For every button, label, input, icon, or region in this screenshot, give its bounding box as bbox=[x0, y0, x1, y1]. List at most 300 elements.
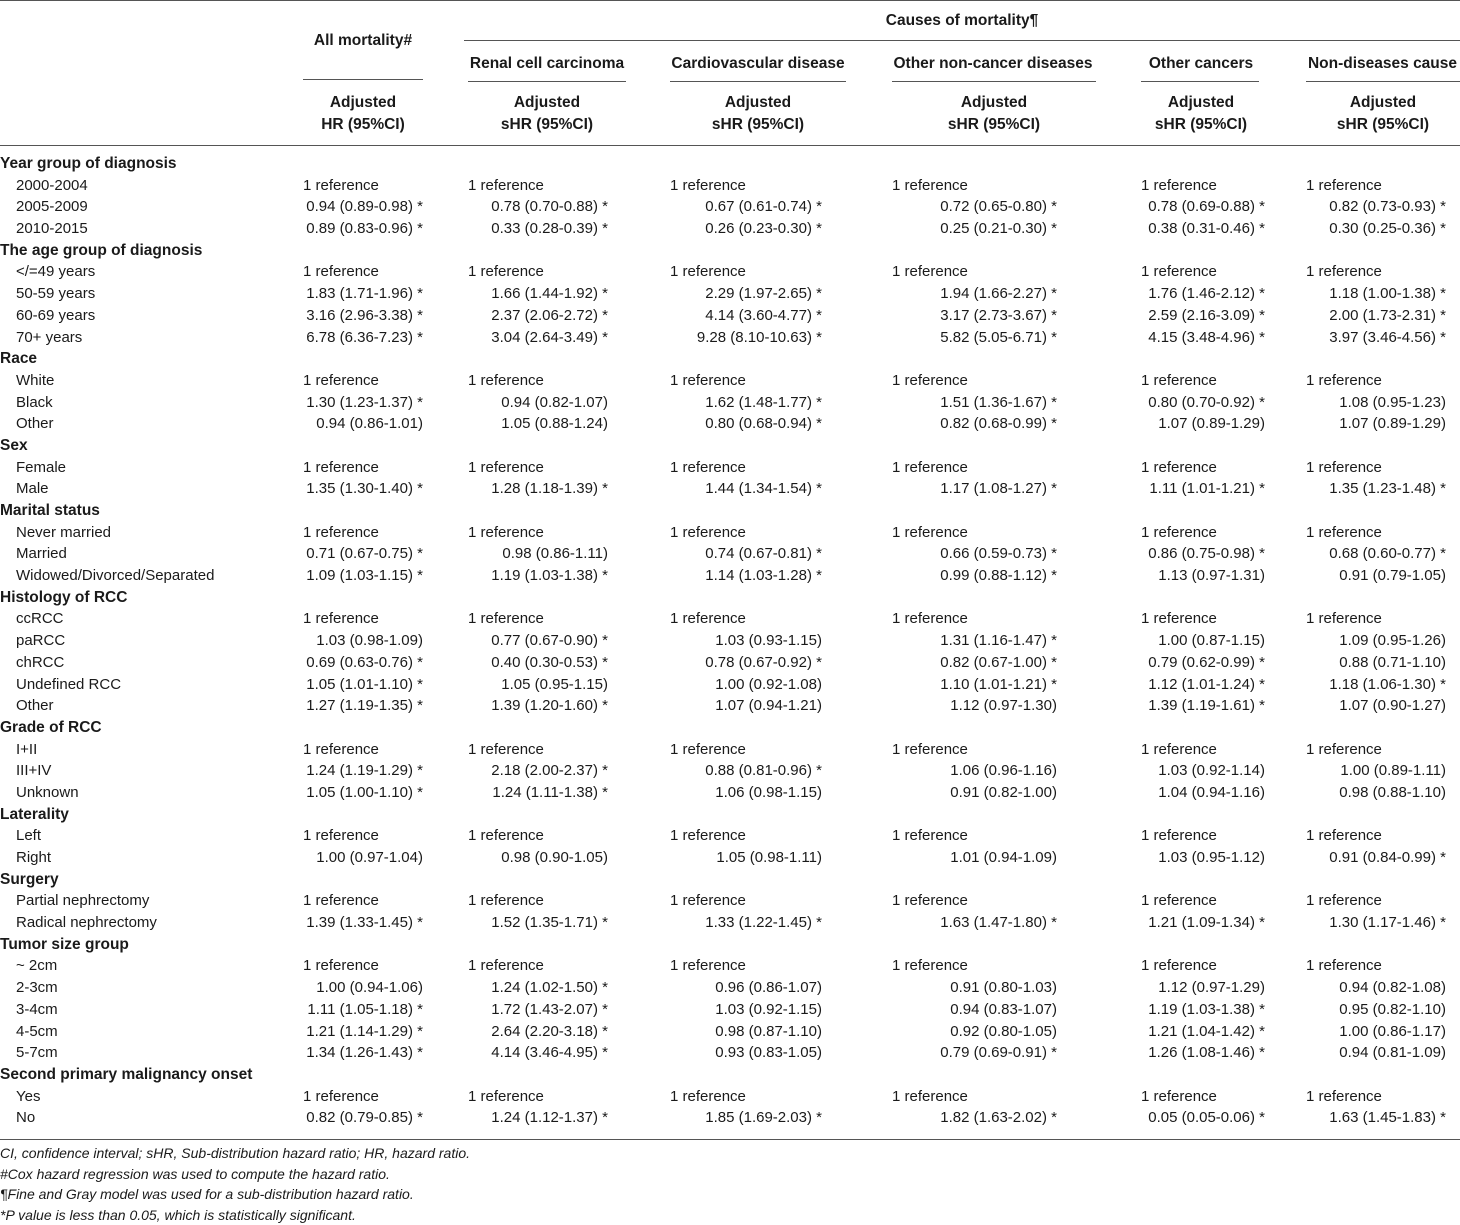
table-row bbox=[0, 565, 1460, 587]
table-row bbox=[0, 327, 1460, 349]
table-cell: 1.44 (1.34-1.54) * bbox=[670, 478, 822, 500]
table-cell: 3.17 (2.73-3.67) * bbox=[892, 305, 1057, 327]
table-cell: 0.94 (0.89-0.98) * bbox=[303, 196, 423, 218]
footnote: CI, confidence interval; sHR, Sub-distribution hazard ratio; HR, hazard ratio. bbox=[0, 1143, 470, 1164]
table-cell: 1 reference bbox=[892, 370, 968, 392]
table-cell: 0.80 (0.68-0.94) * bbox=[670, 413, 822, 435]
row-label: Other bbox=[16, 413, 54, 435]
table-cell: 1 reference bbox=[670, 522, 746, 544]
table-cell: 1 reference bbox=[1306, 825, 1382, 847]
table-cell: 1.12 (1.01-1.24) * bbox=[1141, 674, 1265, 696]
table-cell: 1.07 (0.94-1.21) bbox=[670, 695, 822, 717]
header-col-cardio-rule bbox=[670, 81, 846, 82]
subheader-col3: Adjusted sHR (95%CI) bbox=[892, 92, 1096, 136]
subheader-col2: Adjusted sHR (95%CI) bbox=[670, 92, 846, 136]
table-cell: 1 reference bbox=[892, 739, 968, 761]
table-cell: 1.11 (1.01-1.21) * bbox=[1141, 478, 1265, 500]
table-row bbox=[0, 1086, 1460, 1108]
table-cell: 1 reference bbox=[1141, 457, 1217, 479]
header-causes-of-mortality: Causes of mortality¶ bbox=[464, 10, 1460, 31]
table-cell: 1.63 (1.47-1.80) * bbox=[892, 912, 1057, 934]
table-cell: 1.05 (0.95-1.15) bbox=[468, 674, 608, 696]
table-cell: 1 reference bbox=[468, 1086, 544, 1108]
table-cell: 0.79 (0.69-0.91) * bbox=[892, 1042, 1057, 1064]
table-cell: 0.94 (0.81-1.09) bbox=[1306, 1042, 1446, 1064]
table-cell: 0.89 (0.83-0.96) * bbox=[303, 218, 423, 240]
table-cell: 1 reference bbox=[468, 370, 544, 392]
row-label: 5-7cm bbox=[16, 1042, 58, 1064]
footnote: #Cox hazard regression was used to compute the hazard ratio. bbox=[0, 1164, 470, 1185]
table-cell: 1 reference bbox=[892, 1086, 968, 1108]
header-all-mortality-rule bbox=[303, 79, 423, 80]
table-row bbox=[0, 1107, 1460, 1129]
header-all-mortality: All mortality# bbox=[303, 30, 423, 51]
table-cell: 1 reference bbox=[303, 1086, 379, 1108]
table-cell: 1.12 (0.97-1.30) bbox=[892, 695, 1057, 717]
table-cell: 1.63 (1.45-1.83) * bbox=[1306, 1107, 1446, 1129]
table-cell: 9.28 (8.10-10.63) * bbox=[670, 327, 822, 349]
table-cell: 1.00 (0.87-1.15) bbox=[1141, 630, 1265, 652]
table-cell: 0.38 (0.31-0.46) * bbox=[1141, 218, 1265, 240]
table-cell: 2.37 (2.06-2.72) * bbox=[468, 305, 608, 327]
table-cell: 1 reference bbox=[670, 1086, 746, 1108]
table-cell: 1.13 (0.97-1.31) bbox=[1141, 565, 1265, 587]
table-cell: 1.03 (0.95-1.12) bbox=[1141, 847, 1265, 869]
row-label: Left bbox=[16, 825, 41, 847]
row-label: Black bbox=[16, 392, 53, 414]
table-cell: 1 reference bbox=[1306, 1086, 1382, 1108]
table-cell: 1 reference bbox=[468, 522, 544, 544]
table-cell: 0.94 (0.83-1.07) bbox=[892, 999, 1057, 1021]
table-cell: 0.80 (0.70-0.92) * bbox=[1141, 392, 1265, 414]
table-cell: 1 reference bbox=[670, 955, 746, 977]
table-cell: 0.98 (0.88-1.10) bbox=[1306, 782, 1446, 804]
footnote: ¶Fine and Gray model was used for a sub-distribution hazard ratio. bbox=[0, 1184, 470, 1205]
table-cell: 1.51 (1.36-1.67) * bbox=[892, 392, 1057, 414]
table-cell: 1.00 (0.89-1.11) bbox=[1306, 760, 1446, 782]
group-label: Second primary malignancy onset bbox=[0, 1064, 252, 1086]
table-cell: 1 reference bbox=[670, 739, 746, 761]
table-cell: 1.21 (1.14-1.29) * bbox=[303, 1021, 423, 1043]
header-col-renal: Renal cell carcinoma bbox=[466, 53, 628, 74]
group-label: Marital status bbox=[0, 500, 100, 522]
table-row bbox=[0, 847, 1460, 869]
table-cell: 1 reference bbox=[1306, 608, 1382, 630]
table-cell: 1.26 (1.08-1.46) * bbox=[1141, 1042, 1265, 1064]
table-cell: 1.39 (1.20-1.60) * bbox=[468, 695, 608, 717]
table-cell: 1 reference bbox=[892, 457, 968, 479]
subheader-col1: Adjusted sHR (95%CI) bbox=[468, 92, 626, 136]
row-label: 2000-2004 bbox=[16, 175, 88, 197]
table-row bbox=[0, 652, 1460, 674]
row-label: </=49 years bbox=[16, 261, 95, 283]
table-cell: 0.88 (0.81-0.96) * bbox=[670, 760, 822, 782]
table-cell: 0.91 (0.82-1.00) bbox=[892, 782, 1057, 804]
row-label: Unknown bbox=[16, 782, 79, 804]
table-cell: 1 reference bbox=[1141, 370, 1217, 392]
table-cell: 0.91 (0.80-1.03) bbox=[892, 977, 1057, 999]
row-label: ccRCC bbox=[16, 608, 64, 630]
table-cell: 1 reference bbox=[670, 370, 746, 392]
table-cell: 0.77 (0.67-0.90) * bbox=[468, 630, 608, 652]
header-col-other-cancers: Other cancers bbox=[1141, 53, 1261, 74]
row-label: III+IV bbox=[16, 760, 51, 782]
table-cell: 0.30 (0.25-0.36) * bbox=[1306, 218, 1446, 240]
table-body bbox=[0, 153, 1460, 1129]
table-cell: 1 reference bbox=[1141, 608, 1217, 630]
header-col-nondisease-rule bbox=[1306, 81, 1460, 82]
table-cell: 1 reference bbox=[303, 370, 379, 392]
table-cell: 0.66 (0.59-0.73) * bbox=[892, 543, 1057, 565]
row-label: Right bbox=[16, 847, 51, 869]
table-cell: 0.78 (0.69-0.88) * bbox=[1141, 196, 1265, 218]
table-row bbox=[0, 782, 1460, 804]
table-cell: 1 reference bbox=[468, 608, 544, 630]
table-group-header bbox=[0, 240, 1460, 262]
table-cell: 1.18 (1.06-1.30) * bbox=[1306, 674, 1446, 696]
table-cell: 1.72 (1.43-2.07) * bbox=[468, 999, 608, 1021]
table-cell: 6.78 (6.36-7.23) * bbox=[303, 327, 423, 349]
table-cell: 1.35 (1.23-1.48) * bbox=[1306, 478, 1446, 500]
table-cell: 1.94 (1.66-2.27) * bbox=[892, 283, 1057, 305]
table-cell: 2.29 (1.97-2.65) * bbox=[670, 283, 822, 305]
table-cell: 1 reference bbox=[303, 261, 379, 283]
row-label: Male bbox=[16, 478, 49, 500]
row-label: Other bbox=[16, 695, 54, 717]
table-cell: 0.92 (0.80-1.05) bbox=[892, 1021, 1057, 1043]
table-cell: 0.94 (0.82-1.07) bbox=[468, 392, 608, 414]
footnote: *P value is less than 0.05, which is statistically significant. bbox=[0, 1205, 470, 1225]
table-cell: 0.82 (0.68-0.99) * bbox=[892, 413, 1057, 435]
table-cell: 1 reference bbox=[670, 890, 746, 912]
table-cell: 1 reference bbox=[303, 608, 379, 630]
table-cell: 5.82 (5.05-6.71) * bbox=[892, 327, 1057, 349]
table-cell: 1 reference bbox=[670, 608, 746, 630]
table-row bbox=[0, 543, 1460, 565]
row-label: 3-4cm bbox=[16, 999, 58, 1021]
table-cell: 0.74 (0.67-0.81) * bbox=[670, 543, 822, 565]
table-cell: 0.79 (0.62-0.99) * bbox=[1141, 652, 1265, 674]
table-cell: 1 reference bbox=[892, 890, 968, 912]
table-cell: 1.62 (1.48-1.77) * bbox=[670, 392, 822, 414]
footnotes bbox=[0, 1143, 470, 1225]
table-cell: 1.31 (1.16-1.47) * bbox=[892, 630, 1057, 652]
table-cell: 0.78 (0.70-0.88) * bbox=[468, 196, 608, 218]
table-row bbox=[0, 1042, 1460, 1064]
table-row bbox=[0, 457, 1460, 479]
table-group-header bbox=[0, 804, 1460, 826]
table-cell: 4.14 (3.46-4.95) * bbox=[468, 1042, 608, 1064]
table-cell: 1.66 (1.44-1.92) * bbox=[468, 283, 608, 305]
table-cell: 0.40 (0.30-0.53) * bbox=[468, 652, 608, 674]
table-cell: 1.00 (0.86-1.17) bbox=[1306, 1021, 1446, 1043]
table-cell: 3.16 (2.96-3.38) * bbox=[303, 305, 423, 327]
row-label: White bbox=[16, 370, 54, 392]
table-row bbox=[0, 370, 1460, 392]
table-row bbox=[0, 630, 1460, 652]
table-cell: 1.19 (1.03-1.38) * bbox=[468, 565, 608, 587]
header-col-cardio: Cardiovascular disease bbox=[668, 53, 848, 74]
table-cell: 0.88 (0.71-1.10) bbox=[1306, 652, 1446, 674]
table-cell: 4.15 (3.48-4.96) * bbox=[1141, 327, 1265, 349]
table-cell: 1 reference bbox=[1141, 175, 1217, 197]
table-cell: 1 reference bbox=[303, 522, 379, 544]
table-cell: 1.04 (0.94-1.16) bbox=[1141, 782, 1265, 804]
table-cell: 1.14 (1.03-1.28) * bbox=[670, 565, 822, 587]
table-cell: 1 reference bbox=[1306, 261, 1382, 283]
subheader-col0: Adjusted HR (95%CI) bbox=[303, 92, 423, 136]
table-cell: 2.64 (2.20-3.18) * bbox=[468, 1021, 608, 1043]
table-group-header bbox=[0, 153, 1460, 175]
table-cell: 1 reference bbox=[892, 522, 968, 544]
header-col-nondisease: Non-diseases cause bbox=[1300, 53, 1460, 74]
table-row bbox=[0, 977, 1460, 999]
row-label: Partial nephrectomy bbox=[16, 890, 149, 912]
header-col-renal-rule bbox=[468, 81, 626, 82]
table-cell: 1 reference bbox=[892, 175, 968, 197]
group-label: The age group of diagnosis bbox=[0, 240, 202, 262]
table-cell: 1 reference bbox=[670, 457, 746, 479]
table-cell: 1 reference bbox=[468, 261, 544, 283]
table-cell: 1.00 (0.92-1.08) bbox=[670, 674, 822, 696]
table-cell: 1.07 (0.90-1.27) bbox=[1306, 695, 1446, 717]
table-cell: 1 reference bbox=[1141, 739, 1217, 761]
table-cell: 1.39 (1.33-1.45) * bbox=[303, 912, 423, 934]
table-cell: 1.18 (1.00-1.38) * bbox=[1306, 283, 1446, 305]
table-cell: 0.05 (0.05-0.06) * bbox=[1141, 1107, 1265, 1129]
table-row bbox=[0, 478, 1460, 500]
table-row bbox=[0, 218, 1460, 240]
table-cell: 0.94 (0.86-1.01) bbox=[303, 413, 423, 435]
group-label: Grade of RCC bbox=[0, 717, 102, 739]
table-row bbox=[0, 739, 1460, 761]
table-cell: 0.82 (0.73-0.93) * bbox=[1306, 196, 1446, 218]
table-row bbox=[0, 999, 1460, 1021]
header-col-other-noncancer-rule bbox=[892, 81, 1096, 82]
subheader-col5: Adjusted sHR (95%CI) bbox=[1306, 92, 1460, 136]
row-label: 2-3cm bbox=[16, 977, 58, 999]
row-label: Radical nephrectomy bbox=[16, 912, 157, 934]
table-cell: 1 reference bbox=[468, 890, 544, 912]
table-cell: 1.01 (0.94-1.09) bbox=[892, 847, 1057, 869]
table-row bbox=[0, 825, 1460, 847]
table-cell: 1.17 (1.08-1.27) * bbox=[892, 478, 1057, 500]
table-row bbox=[0, 912, 1460, 934]
table-row bbox=[0, 392, 1460, 414]
table-cell: 1.27 (1.19-1.35) * bbox=[303, 695, 423, 717]
table-cell: 1.00 (0.94-1.06) bbox=[303, 977, 423, 999]
table-cell: 2.59 (2.16-3.09) * bbox=[1141, 305, 1265, 327]
table-cell: 0.91 (0.84-0.99) * bbox=[1306, 847, 1446, 869]
table-row bbox=[0, 175, 1460, 197]
table-cell: 1 reference bbox=[468, 457, 544, 479]
table-cell: 1.24 (1.11-1.38) * bbox=[468, 782, 608, 804]
table-cell: 1.35 (1.30-1.40) * bbox=[303, 478, 423, 500]
table-cell: 0.86 (0.75-0.98) * bbox=[1141, 543, 1265, 565]
table-group-header bbox=[0, 934, 1460, 956]
table-cell: 1 reference bbox=[1141, 261, 1217, 283]
table-cell: 1.05 (0.88-1.24) bbox=[468, 413, 608, 435]
table-cell: 1.30 (1.23-1.37) * bbox=[303, 392, 423, 414]
subheader-col4: Adjusted sHR (95%CI) bbox=[1141, 92, 1261, 136]
table-cell: 0.98 (0.86-1.11) bbox=[468, 543, 608, 565]
row-label: Yes bbox=[16, 1086, 40, 1108]
row-label: Never married bbox=[16, 522, 111, 544]
table-cell: 1 reference bbox=[1306, 370, 1382, 392]
table-cell: 1.03 (0.92-1.14) bbox=[1141, 760, 1265, 782]
table-cell: 1 reference bbox=[1141, 890, 1217, 912]
group-label: Year group of diagnosis bbox=[0, 153, 177, 175]
table-cell: 2.18 (2.00-2.37) * bbox=[468, 760, 608, 782]
table-cell: 1.07 (0.89-1.29) bbox=[1141, 413, 1265, 435]
table-cell: 1.24 (1.19-1.29) * bbox=[303, 760, 423, 782]
table-cell: 0.26 (0.23-0.30) * bbox=[670, 218, 822, 240]
group-label: Histology of RCC bbox=[0, 587, 127, 609]
table-cell: 1 reference bbox=[892, 955, 968, 977]
row-label: ~ 2cm bbox=[16, 955, 57, 977]
table-cell: 1 reference bbox=[303, 175, 379, 197]
table-cell: 1 reference bbox=[468, 175, 544, 197]
table-cell: 0.78 (0.67-0.92) * bbox=[670, 652, 822, 674]
table-cell: 1.24 (1.12-1.37) * bbox=[468, 1107, 608, 1129]
table-cell: 0.69 (0.63-0.76) * bbox=[303, 652, 423, 674]
table-bottom-rule bbox=[0, 1139, 1460, 1140]
row-label: Widowed/Divorced/Separated bbox=[16, 565, 214, 587]
row-label: 4-5cm bbox=[16, 1021, 58, 1043]
table-group-header bbox=[0, 348, 1460, 370]
table-row bbox=[0, 890, 1460, 912]
table-cell: 0.94 (0.82-1.08) bbox=[1306, 977, 1446, 999]
table-cell: 1.09 (1.03-1.15) * bbox=[303, 565, 423, 587]
table-group-header bbox=[0, 435, 1460, 457]
table-cell: 1.06 (0.98-1.15) bbox=[670, 782, 822, 804]
table-cell: 1 reference bbox=[892, 825, 968, 847]
table-cell: 1 reference bbox=[468, 955, 544, 977]
table-cell: 1.82 (1.63-2.02) * bbox=[892, 1107, 1057, 1129]
table-row bbox=[0, 695, 1460, 717]
table-cell: 3.04 (2.64-3.49) * bbox=[468, 327, 608, 349]
table-cell: 0.91 (0.79-1.05) bbox=[1306, 565, 1446, 587]
row-label: 50-59 years bbox=[16, 283, 95, 305]
table-cell: 1 reference bbox=[303, 739, 379, 761]
table-row bbox=[0, 413, 1460, 435]
table-row bbox=[0, 283, 1460, 305]
table-row bbox=[0, 261, 1460, 283]
row-label: 2005-2009 bbox=[16, 196, 88, 218]
table-cell: 1.11 (1.05-1.18) * bbox=[303, 999, 423, 1021]
group-label: Tumor size group bbox=[0, 934, 129, 956]
group-label: Surgery bbox=[0, 869, 59, 891]
table-cell: 1.39 (1.19-1.61) * bbox=[1141, 695, 1265, 717]
table-cell: 1 reference bbox=[892, 608, 968, 630]
table-row bbox=[0, 305, 1460, 327]
table-group-header bbox=[0, 869, 1460, 891]
table-cell: 2.00 (1.73-2.31) * bbox=[1306, 305, 1446, 327]
row-label: chRCC bbox=[16, 652, 64, 674]
table-cell: 1.00 (0.97-1.04) bbox=[303, 847, 423, 869]
row-label: No bbox=[16, 1107, 35, 1129]
table-cell: 0.99 (0.88-1.12) * bbox=[892, 565, 1057, 587]
table-row bbox=[0, 522, 1460, 544]
table-cell: 1.24 (1.02-1.50) * bbox=[468, 977, 608, 999]
table-cell: 1.12 (0.97-1.29) bbox=[1141, 977, 1265, 999]
table-cell: 1 reference bbox=[303, 457, 379, 479]
table-cell: 1.21 (1.09-1.34) * bbox=[1141, 912, 1265, 934]
table-cell: 0.93 (0.83-1.05) bbox=[670, 1042, 822, 1064]
table-cell: 1.07 (0.89-1.29) bbox=[1306, 413, 1446, 435]
table-cell: 3.97 (3.46-4.56) * bbox=[1306, 327, 1446, 349]
table-cell: 0.82 (0.79-0.85) * bbox=[303, 1107, 423, 1129]
table-cell: 1.19 (1.03-1.38) * bbox=[1141, 999, 1265, 1021]
table-cell: 0.68 (0.60-0.77) * bbox=[1306, 543, 1446, 565]
table-cell: 1 reference bbox=[303, 890, 379, 912]
table-cell: 1.30 (1.17-1.46) * bbox=[1306, 912, 1446, 934]
table-cell: 1 reference bbox=[1141, 522, 1217, 544]
table-cell: 0.98 (0.90-1.05) bbox=[468, 847, 608, 869]
table-cell: 0.98 (0.87-1.10) bbox=[670, 1021, 822, 1043]
table-cell: 1 reference bbox=[1306, 522, 1382, 544]
table-cell: 1.21 (1.04-1.42) * bbox=[1141, 1021, 1265, 1043]
table-cell: 1 reference bbox=[1306, 457, 1382, 479]
table-cell: 1 reference bbox=[1141, 1086, 1217, 1108]
table-cell: 1.03 (0.98-1.09) bbox=[303, 630, 423, 652]
row-label: Female bbox=[16, 457, 66, 479]
table-top-border bbox=[0, 0, 1460, 1]
table-cell: 1 reference bbox=[670, 261, 746, 283]
table-cell: 1 reference bbox=[1306, 955, 1382, 977]
table-cell: 1.03 (0.92-1.15) bbox=[670, 999, 822, 1021]
table-cell: 0.82 (0.67-1.00) * bbox=[892, 652, 1057, 674]
table-group-header bbox=[0, 717, 1460, 739]
table-cell: 1 reference bbox=[892, 261, 968, 283]
table-cell: 1.28 (1.18-1.39) * bbox=[468, 478, 608, 500]
table-cell: 1 reference bbox=[303, 955, 379, 977]
header-col-other-noncancer: Other non-cancer diseases bbox=[888, 53, 1098, 74]
table-cell: 1.09 (0.95-1.26) bbox=[1306, 630, 1446, 652]
table-cell: 1.05 (1.01-1.10) * bbox=[303, 674, 423, 696]
header-bottom-rule bbox=[0, 145, 1460, 146]
table-cell: 1 reference bbox=[1306, 739, 1382, 761]
table-cell: 1 reference bbox=[303, 825, 379, 847]
table-row bbox=[0, 608, 1460, 630]
table-cell: 1 reference bbox=[1306, 890, 1382, 912]
table-cell: 1 reference bbox=[670, 175, 746, 197]
table-cell: 0.96 (0.86-1.07) bbox=[670, 977, 822, 999]
header-col-other-cancers-rule bbox=[1141, 81, 1259, 82]
table-cell: 1.85 (1.69-2.03) * bbox=[670, 1107, 822, 1129]
row-label: I+II bbox=[16, 739, 37, 761]
table-cell: 1 reference bbox=[1306, 175, 1382, 197]
table-group-header bbox=[0, 500, 1460, 522]
table-cell: 1.08 (0.95-1.23) bbox=[1306, 392, 1446, 414]
row-label: 60-69 years bbox=[16, 305, 95, 327]
table-group-header bbox=[0, 1064, 1460, 1086]
table-row bbox=[0, 955, 1460, 977]
table-cell: 1.34 (1.26-1.43) * bbox=[303, 1042, 423, 1064]
row-label: paRCC bbox=[16, 630, 65, 652]
header-causes-rule bbox=[464, 40, 1460, 41]
group-label: Laterality bbox=[0, 804, 69, 826]
table-cell: 1 reference bbox=[1141, 955, 1217, 977]
table-cell: 1 reference bbox=[468, 825, 544, 847]
table-cell: 1.03 (0.93-1.15) bbox=[670, 630, 822, 652]
group-label: Race bbox=[0, 348, 37, 370]
table-cell: 0.95 (0.82-1.10) bbox=[1306, 999, 1446, 1021]
table-cell: 1.05 (0.98-1.11) bbox=[670, 847, 822, 869]
table-cell: 0.33 (0.28-0.39) * bbox=[468, 218, 608, 240]
table-cell: 1.83 (1.71-1.96) * bbox=[303, 283, 423, 305]
table-cell: 1.10 (1.01-1.21) * bbox=[892, 674, 1057, 696]
